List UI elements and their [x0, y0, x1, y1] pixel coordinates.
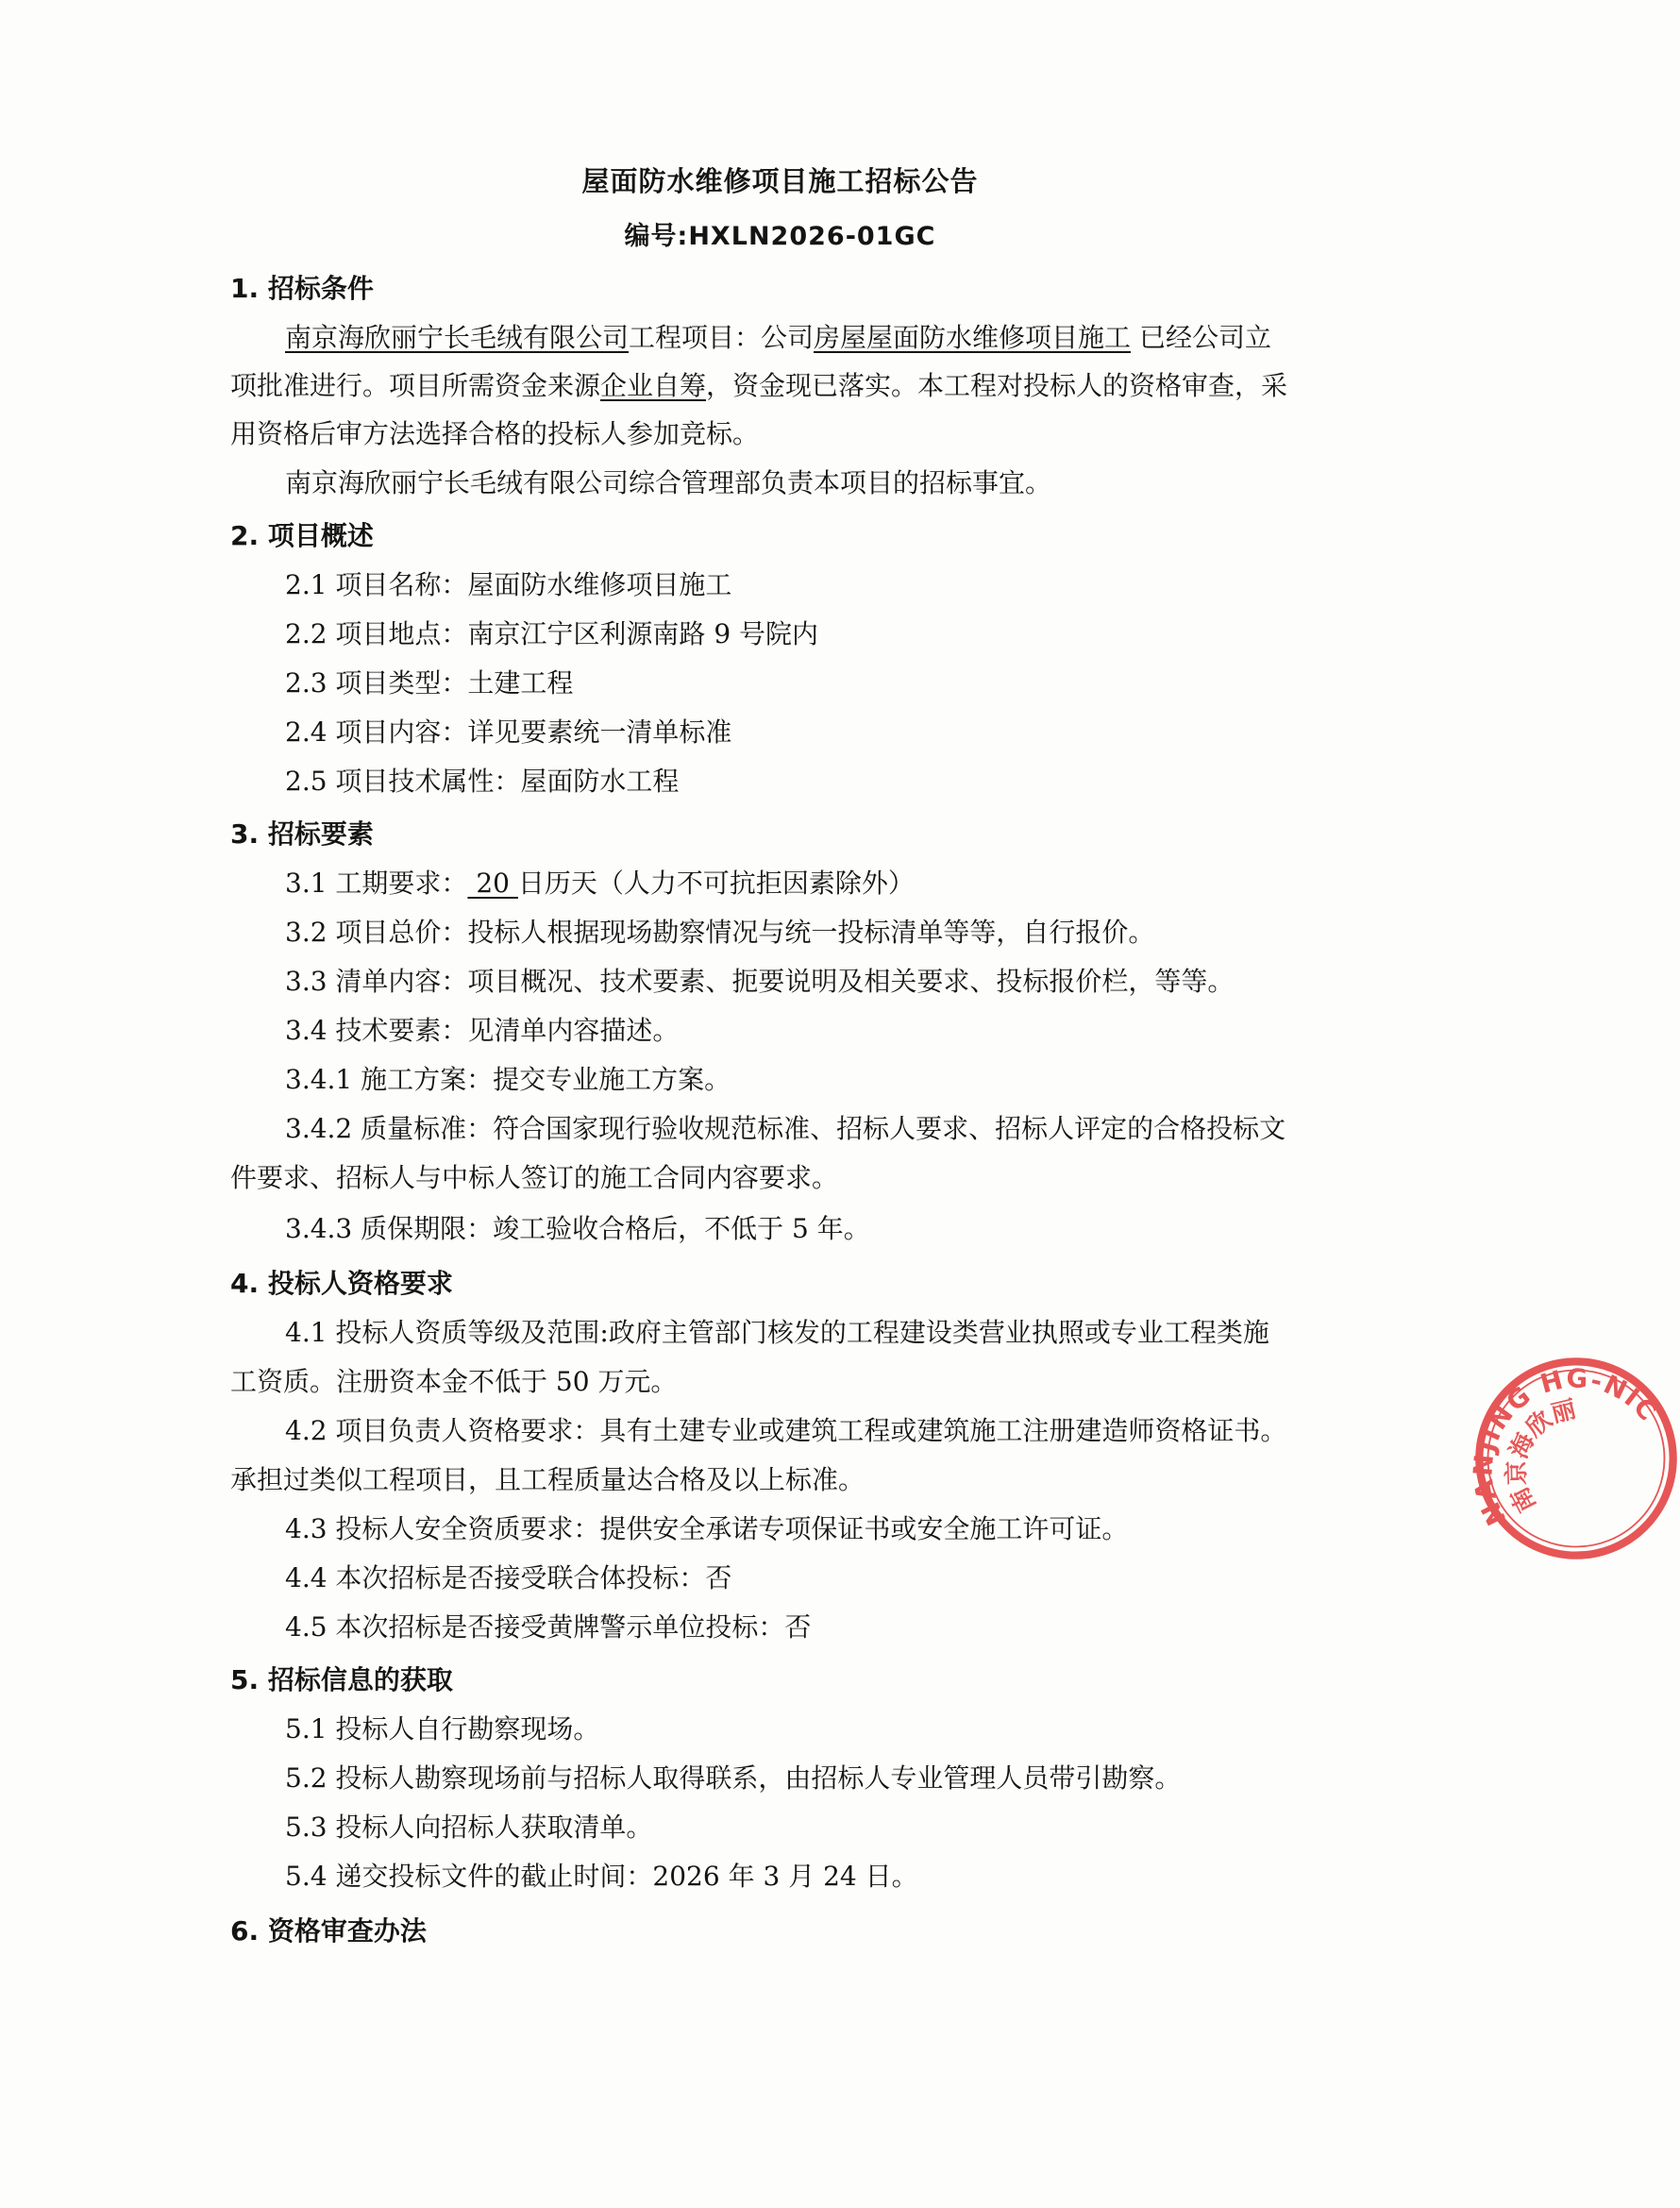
- text-span: ，资金现已落实。本工程对投标人的资格审查，采: [706, 370, 1288, 401]
- section-5-item: 5.3 投标人向招标人获取清单。: [285, 1812, 653, 1843]
- project-name: 房屋屋面防水维修项目施工: [814, 322, 1132, 353]
- duration-days: 20: [467, 868, 518, 899]
- section-2-item: 2.4 项目内容：详见要素统一清单标准: [285, 716, 732, 748]
- text-span: 工程项目：公司: [629, 322, 815, 353]
- section-4-item-4-4: 4.4 本次招标是否接受联合体投标：否: [285, 1562, 732, 1593]
- section-4-item-4-1-line-1: 4.1 投标人资质等级及范围:政府主管部门核发的工程建设类营业执照或专业工程类施: [285, 1317, 1269, 1348]
- section-2-item: 2.1 项目名称：屋面防水维修项目施工: [285, 569, 732, 600]
- section-4-item-4-2-line-1: 4.2 项目负责人资格要求：具有土建专业或建筑工程或建筑施工注册建造师资格证书。: [285, 1415, 1287, 1446]
- section-3-item-3-3: 3.3 清单内容：项目概况、技术要素、扼要说明及相关要求、投标报价栏，等等。: [285, 966, 1235, 997]
- seal-chinese-path: 南京海欣丽: [1503, 1395, 1579, 1517]
- section-1-para-1-line-2: [230, 369, 1287, 403]
- section-4-item-4-2-line-2: 承担过类似工程项目，且工程质量达合格及以上标准。: [230, 1464, 865, 1495]
- seal-latin-path: NANJING HG-NICE C: [1461, 1331, 1664, 1530]
- section-5-item: 5.2 投标人勘察现场前与招标人取得联系，由招标人专业管理人员带引勘察。: [285, 1762, 1182, 1794]
- document-title: 屋面防水维修项目施工招标公告: [581, 165, 979, 197]
- section-4-item-4-5: 4.5 本次招标是否接受黄牌警示单位投标：否: [285, 1611, 812, 1643]
- section-3-item-3-4-2-line-1: 3.4.2 质量标准：符合国家现行验收规范标准、招标人要求、招标人评定的合格投标文: [285, 1113, 1286, 1144]
- section-2-item: 2.2 项目地点：南京江宁区利源南路 9 号院内: [285, 618, 819, 649]
- section-5-item: 5.4 递交投标文件的截止时间：2026 年 3 月 24 日。: [285, 1861, 918, 1892]
- text-span: 项批准进行。项目所需资金来源: [230, 370, 601, 401]
- section-1-para-1-line-1: [285, 321, 1271, 355]
- section-1-heading: 1. 招标条件: [230, 273, 374, 304]
- section-2-item: 2.5 项目技术属性：屋面防水工程: [285, 766, 680, 797]
- section-4-item-4-3: 4.3 投标人安全资质要求：提供安全承诺专项保证书或安全施工许可证。: [285, 1513, 1129, 1544]
- section-4-heading: 4. 投标人资格要求: [230, 1268, 453, 1299]
- section-3-item-3-4-3: 3.4.3 质保期限：竣工验收合格后，不低于 5 年。: [285, 1213, 870, 1244]
- section-3-item-3-4-1: 3.4.1 施工方案：提交专业施工方案。: [285, 1064, 731, 1095]
- section-3-item-3-1: [285, 867, 915, 901]
- fund-source: 企业自筹: [600, 370, 707, 401]
- section-2-item: 2.3 项目类型：土建工程: [285, 667, 574, 699]
- section-1-para-1-line-3: 用资格后审方法选择合格的投标人参加竞标。: [230, 418, 760, 449]
- company-seal: [1461, 1331, 1680, 1572]
- text-span: 日历天（人力不可抗拒因素除外）: [517, 868, 915, 899]
- section-3-item-3-4-2-line-2: 件要求、招标人与中标人签订的施工合同内容要求。: [230, 1162, 839, 1193]
- section-3-heading: 3. 招标要素: [230, 818, 374, 850]
- section-3-item-3-2: 3.2 项目总价：投标人根据现场勘察情况与统一投标清单等等，自行报价。: [285, 917, 1155, 948]
- company-name: 南京海欣丽宁长毛绒有限公司: [285, 322, 630, 353]
- section-5-heading: 5. 招标信息的获取: [230, 1664, 453, 1695]
- section-1-para-2: 南京海欣丽宁长毛绒有限公司综合管理部负责本项目的招标事宜。: [285, 467, 1052, 498]
- section-2-heading: 2. 项目概述: [230, 520, 374, 551]
- section-5-item: 5.1 投标人自行勘察现场。: [285, 1713, 600, 1744]
- text-span: 3.1 工期要求：: [285, 868, 468, 899]
- document-number: 编号:HXLN2026-01GC: [624, 222, 936, 251]
- section-4-item-4-1-line-2: 工资质。注册资本金不低于 50 万元。: [230, 1366, 678, 1397]
- section-6-heading: 6. 资格审查办法: [230, 1915, 427, 1947]
- text-span: 已经公司立: [1131, 322, 1271, 353]
- section-3-item-3-4: 3.4 技术要素：见清单内容描述。: [285, 1015, 680, 1046]
